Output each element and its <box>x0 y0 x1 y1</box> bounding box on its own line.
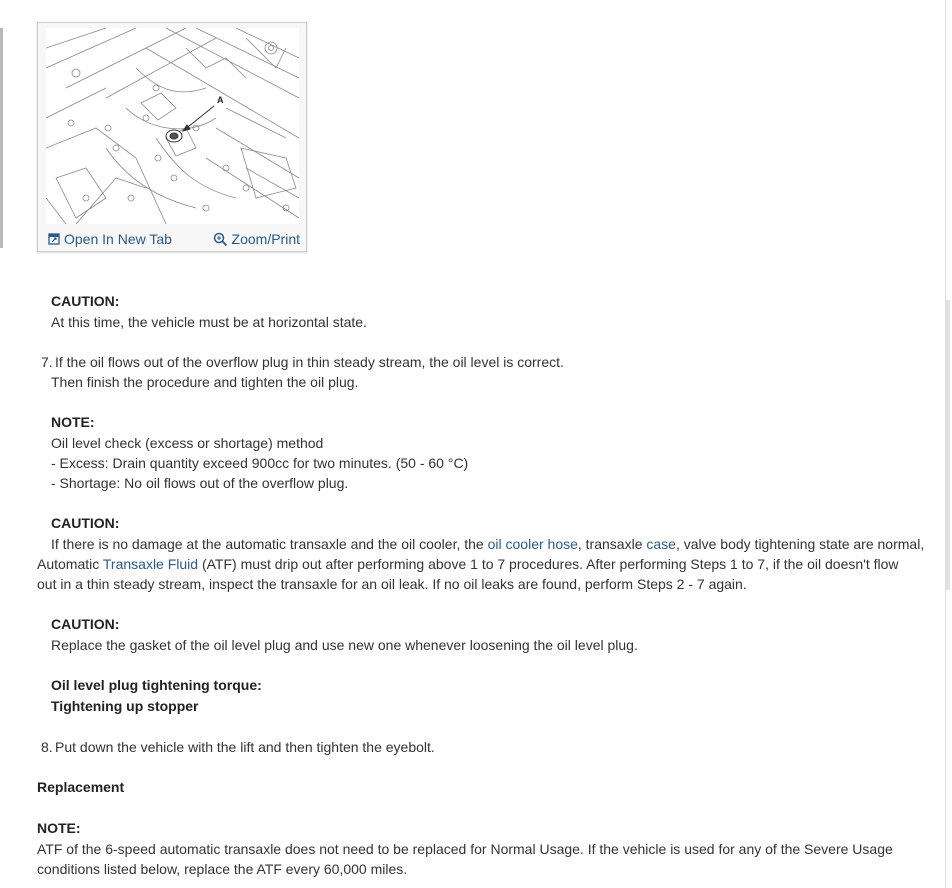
note1-line1: Oil level check (excess or shortage) method <box>51 435 324 451</box>
caution2-text-d: Automatic <box>37 556 103 572</box>
transaxle-drawing <box>46 28 299 224</box>
caution1-text: At this time, the vehicle must be at horizontal state. <box>51 314 367 330</box>
open-in-new-tab-link[interactable] <box>48 228 172 250</box>
oil-cooler-hose-link[interactable]: oil cooler hose <box>487 536 578 552</box>
zoom-magnifier-icon <box>213 232 228 247</box>
transaxle-fluid-link[interactable]: Transaxle Fluid <box>102 556 199 572</box>
note1-bullet-shortage: - Shortage: No oil flows out of the overflow plug. <box>51 475 349 491</box>
transaxle-diagram[interactable] <box>46 28 299 224</box>
step8-text: Put down the vehicle with the lift and then tighten the eyebolt. <box>55 739 435 755</box>
torque-value: Tightening up stopper <box>51 698 199 714</box>
scrollbar-thumb[interactable] <box>946 300 950 590</box>
caution1-heading: CAUTION: <box>51 293 120 309</box>
case-link[interactable]: case <box>646 536 676 552</box>
caution2-text-b: , transaxle <box>577 536 647 552</box>
caution2-line3: out in a thin steady stream, inspect the transaxle for an oil leak. If no oil leaks are found, perform Steps 2 - 7 again. <box>37 576 747 592</box>
open-in-new-tab-label: Open In New Tab <box>64 231 172 247</box>
caution2-text-e: (ATF) must drip out after performing above 1 to 7 procedures. After performing Steps 1 to 7, if the oil doesn't flow <box>198 556 899 572</box>
zoom-print-link[interactable] <box>213 228 300 250</box>
note2-line1: ATF of the 6-speed automatic transaxle does not need to be replaced for Normal Usage. If the vehicle is used for any of the Severe Usage <box>37 841 893 857</box>
caution3-heading: CAUTION: <box>51 616 120 632</box>
caution3-text: Replace the gasket of the oil level plug and use new one whenever loosening the oil level plug. <box>51 637 638 653</box>
caution2-heading: CAUTION: <box>51 515 120 531</box>
open-in-new-tab-icon <box>48 233 60 245</box>
torque-heading: Oil level plug tightening torque: <box>51 677 262 693</box>
note1-bullet-excess: - Excess: Drain quantity exceed 900cc for two minutes. (50 - 60 °C) <box>51 455 469 471</box>
zoom-print-label: Zoom/Print <box>231 231 300 247</box>
step8-number: 8. <box>41 739 53 755</box>
step7-number: 7. <box>41 354 53 370</box>
left-panel-edge <box>0 28 3 248</box>
note2-line2: conditions listed below, replace the ATF every 60,000 miles. <box>37 861 408 877</box>
callout-label-a: A <box>217 95 224 105</box>
caution2-line1 <box>51 534 924 554</box>
figure-frame <box>37 22 307 252</box>
replacement-heading: Replacement <box>37 779 125 795</box>
note1-heading: NOTE: <box>51 414 95 430</box>
caution2-text-a: If there is no damage at the automatic transaxle and the oil cooler, the <box>51 536 488 552</box>
figure-link-bar <box>38 228 306 250</box>
step7-line1: If the oil flows out of the overflow plug in thin steady stream, the oil level is correct. <box>55 354 564 370</box>
caution2-line2 <box>37 554 899 574</box>
caution2-text-c: , valve body tightening state are normal, <box>675 536 925 552</box>
step7-line2: Then finish the procedure and tighten the oil plug. <box>51 374 359 390</box>
note2-heading: NOTE: <box>37 820 81 836</box>
